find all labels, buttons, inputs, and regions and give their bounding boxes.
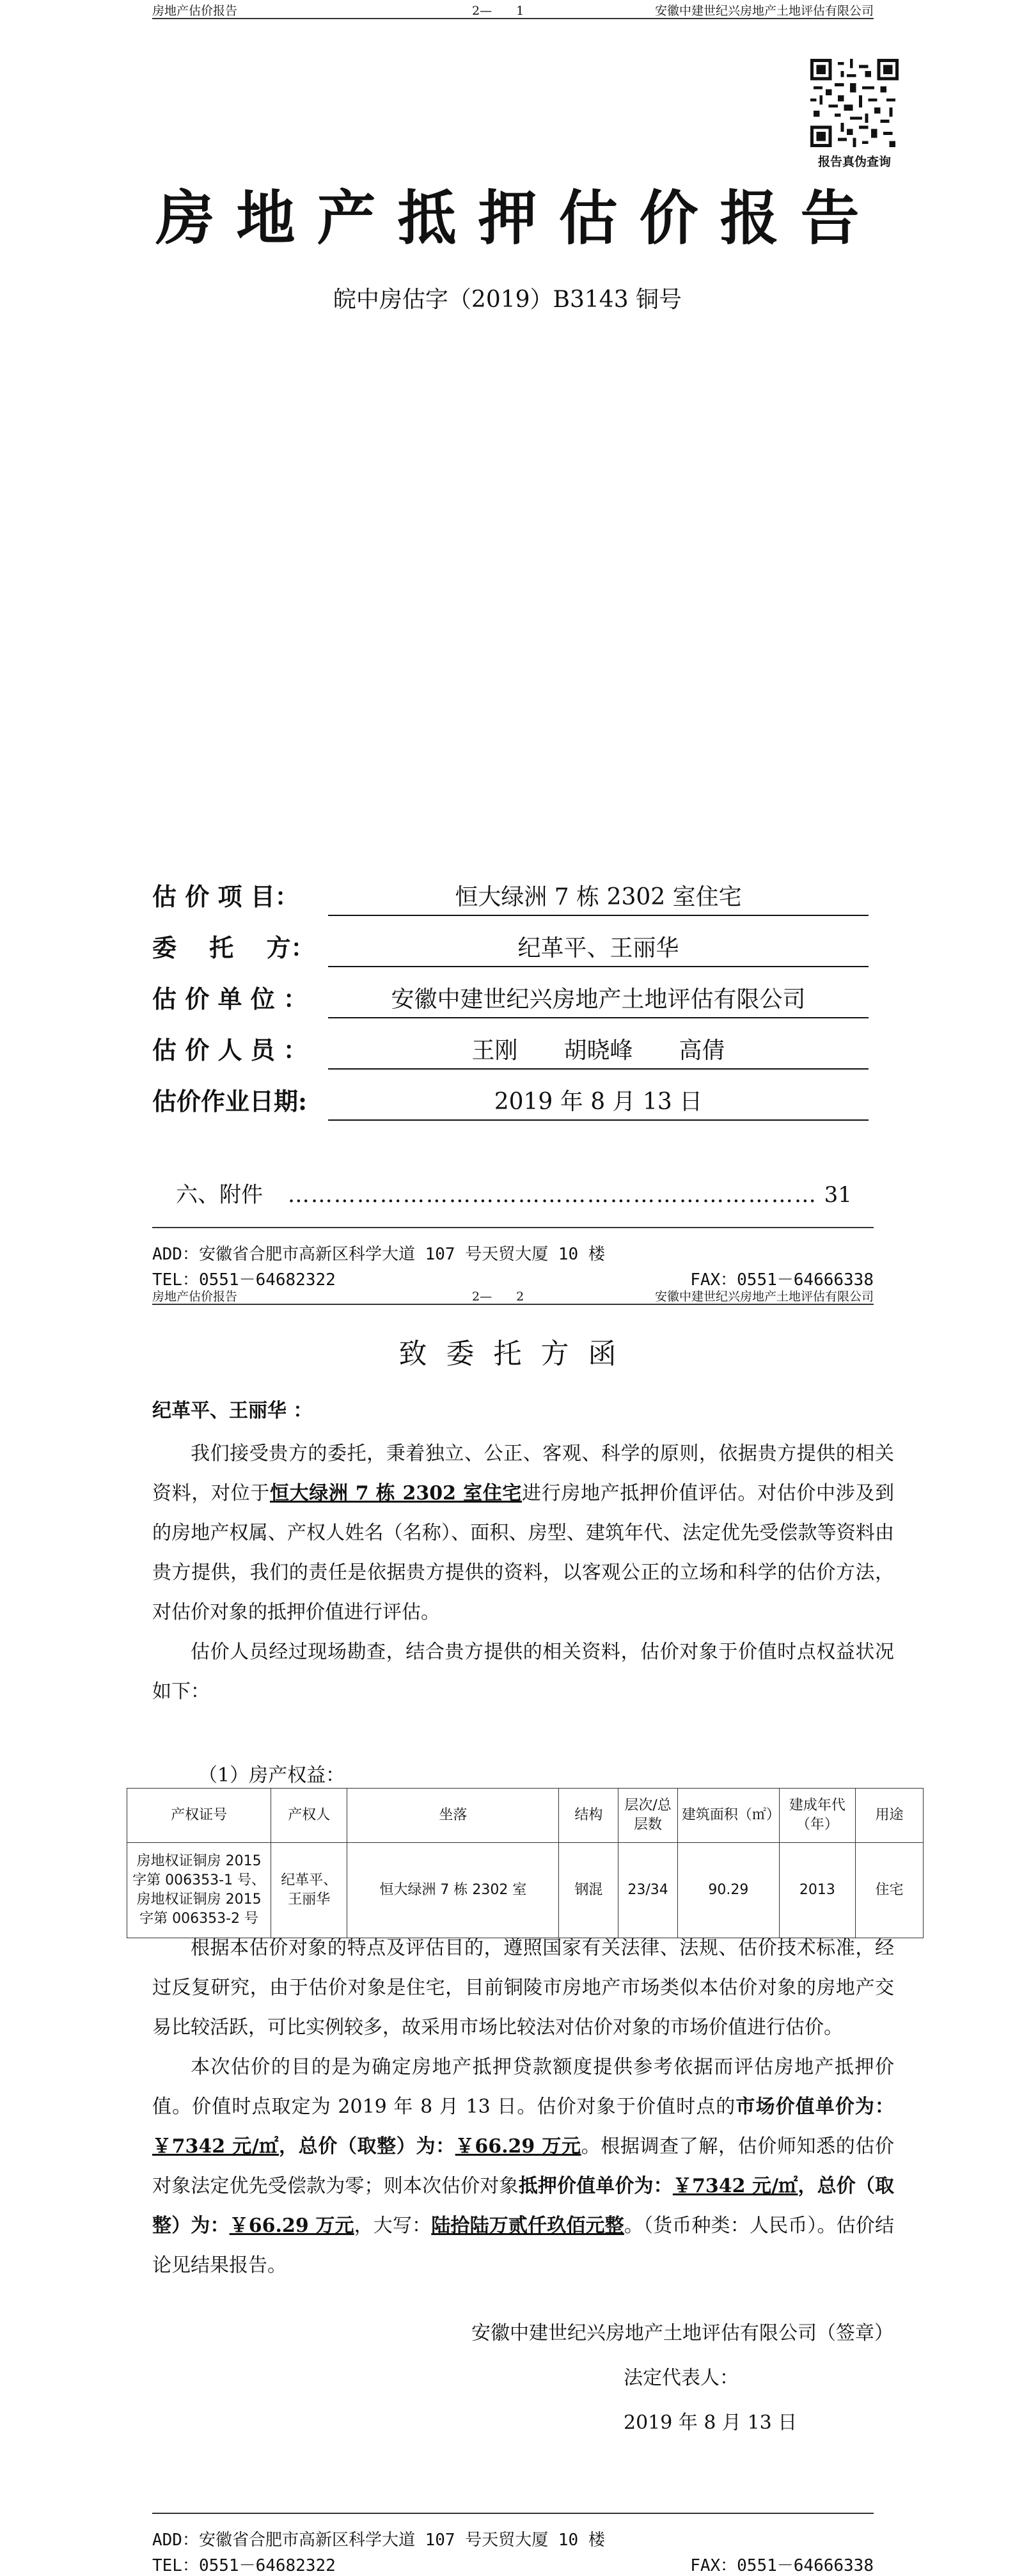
info-row-project xyxy=(152,878,869,916)
cell-owner: 纪革平、王丽华 xyxy=(271,1843,347,1938)
property-rights-subhead: （1）房产权益： xyxy=(198,1764,345,1787)
emphasis: ，总价（取整）为： xyxy=(279,2135,455,2158)
column-header: 层次/总层数 xyxy=(618,1789,678,1843)
emphasis: ，总价（取整）为： xyxy=(152,2175,895,2237)
text-run: 。根据调查了解，估价师知悉的估价对象法定优先受偿款为零；则本次估价对象 xyxy=(152,2135,895,2197)
signature-legal-rep: 法定代表人： xyxy=(624,2367,739,2389)
header-company: 安徽中建世纪兴房地产土地评估有限公司 xyxy=(654,1290,874,1304)
table-row xyxy=(127,1843,924,1938)
header-company: 安徽中建世纪兴房地产土地评估有限公司 xyxy=(654,4,874,18)
property-rights-table xyxy=(127,1788,924,1938)
paragraph xyxy=(152,2048,894,2286)
column-header: 建筑面积（㎡） xyxy=(677,1789,779,1843)
market-total-price: ￥66.29 万元 xyxy=(455,2135,581,2158)
emphasis: 市场价值单价为： xyxy=(736,2096,895,2118)
info-value: 恒大绿洲 7 栋 2302 室住宅 xyxy=(328,880,869,916)
info-row-client xyxy=(152,929,869,967)
info-label: 委 托 方： xyxy=(152,933,315,962)
footer-address: ADD：安徽省合肥市高新区科学大道 107 号天贸大厦 10 楼 xyxy=(152,2531,605,2550)
text-run: 本次估价的目的是为确定房地产抵押贷款额度提供参考依据而评估房地产抵押价值。价值时点取定为 2019 年 8 月 13 日。估价对象于价值时点的 xyxy=(152,2056,894,2118)
signature-company: 安徽中建世纪兴房地产土地评估有限公司（签章） xyxy=(471,2322,893,2344)
letter-body-intro xyxy=(152,1434,894,1712)
text-run: 。（货币种类：人民币）。估价结论见结果报告。 xyxy=(152,2215,895,2277)
cell-year-built: 2013 xyxy=(779,1843,855,1938)
info-value: 安徽中建世纪兴房地产土地评估有限公司 xyxy=(328,983,869,1018)
text-run: ，大写： xyxy=(354,2215,432,2237)
column-header: 产权人 xyxy=(271,1789,347,1843)
signature-date: 2019 年 8 月 13 日 xyxy=(624,2412,798,2434)
header-left: 房地产估价报告 xyxy=(152,1290,238,1304)
header-page-number: 2— 2 xyxy=(472,1290,524,1304)
footer-address: ADD：安徽省合肥市高新区科学大道 107 号天贸大厦 10 楼 xyxy=(152,1245,605,1264)
property-address-highlight: 恒大绿洲 7 栋 2302 室住宅 xyxy=(269,1482,523,1505)
cell-location: 恒大绿洲 7 栋 2302 室 xyxy=(347,1843,559,1938)
paragraph xyxy=(152,1434,894,1632)
toc-label: 六、附件 xyxy=(176,1182,263,1208)
cell-structure: 钢混 xyxy=(559,1843,618,1938)
emphasis: 抵押价值单价为： xyxy=(518,2175,673,2197)
page-footer xyxy=(152,1227,874,1290)
column-header: 用途 xyxy=(856,1789,924,1843)
info-value: 纪革平、王丽华 xyxy=(328,931,869,967)
info-row-appraiser-firm xyxy=(152,980,869,1018)
running-header xyxy=(152,1286,874,1305)
letter-title: 致委托方函 xyxy=(398,1338,636,1370)
info-label: 估价作业日期: xyxy=(152,1087,308,1116)
salutation: 纪革平、王丽华 ： xyxy=(152,1400,313,1422)
header-left: 房地产估价报告 xyxy=(152,4,238,18)
market-unit-price: ￥7342 元/㎡ xyxy=(152,2135,279,2158)
toc-dots: …………………………………………………………… xyxy=(287,1182,817,1208)
column-header: 结构 xyxy=(559,1789,618,1843)
report-title: 房地产抵押估价报告 xyxy=(155,184,881,253)
running-header xyxy=(152,0,874,19)
letter-page xyxy=(0,1286,1015,2575)
footer-tel: TEL：0551－64682322 xyxy=(152,1270,336,1290)
header-page-number: 2— 1 xyxy=(472,4,524,18)
mortgage-total-price: ￥66.29 万元 xyxy=(229,2215,354,2237)
mortgage-unit-price: ￥7342 元/㎡ xyxy=(672,2175,798,2197)
info-row-appraisers xyxy=(152,1031,869,1070)
toc-page: 31 xyxy=(824,1182,852,1208)
cell-certificate-no: 房地权证铜房 2015 字第 006353-1 号、房地权证铜房 2015 字第 006353-2 号 xyxy=(127,1843,271,1938)
table-header-row xyxy=(127,1789,924,1843)
info-label: 估 价 项 目： xyxy=(152,882,299,911)
page-footer xyxy=(152,2513,874,2575)
letter-body-conclusion xyxy=(152,1929,894,2286)
info-label: 估 价 单 位 ： xyxy=(152,984,308,1013)
info-label: 估 价 人 员 ： xyxy=(152,1036,308,1064)
text-run: 我们接受贵方的委托，秉着独立、公正、客观、科学的原则，依据贵方提供的相关资料，对位于 xyxy=(152,1442,894,1505)
paragraph: 根据本估价对象的特点及评估目的，遵照国家有关法律、法规、估价技术标准，经过反复研究，由于估价对象是住宅，目前铜陵市房地产市场类似本估价对象的房地产交易比较活跃，可比实例较多，故采用市场比较法对估价对象的市场价值进行估价。 xyxy=(152,1937,894,2039)
report-number: 皖中房估字（2019）B3143 铜号 xyxy=(333,287,682,313)
column-header: 产权证号 xyxy=(127,1789,271,1843)
amount-in-words: 陆拾陆万贰仟玖佰元整 xyxy=(431,2215,624,2237)
info-value: 王刚 胡晓峰 高倩 xyxy=(328,1034,869,1070)
cell-area: 90.29 xyxy=(677,1843,779,1938)
cell-floor: 23/34 xyxy=(618,1843,678,1938)
cell-use: 住宅 xyxy=(856,1843,924,1938)
footer-tel: TEL：0551－64682322 xyxy=(152,2556,336,2575)
info-row-date xyxy=(152,1082,869,1121)
text-run: 进行房地产抵押价值评估。对估价中涉及到的房地产权属、产权人姓名（名称）、面积、房型、建筑年代、法定优先受偿款等资料由贵方提供，我们的责任是依据贵方提供的资料，以客观公正的立场和科学的估价方法，对估价对象的抵押价值进行评估。 xyxy=(152,1482,895,1624)
column-header: 建成年代（年） xyxy=(779,1789,855,1843)
info-value: 2019 年 8 月 13 日 xyxy=(328,1085,869,1121)
footer-fax: FAX：0551－64666338 xyxy=(690,2556,874,2575)
toc-entry-attachments[interactable] xyxy=(176,1177,852,1208)
column-header: 坐落 xyxy=(347,1789,559,1843)
qr-code-icon xyxy=(810,59,899,147)
qr-verify-label: 报告真伪查询 xyxy=(817,155,891,169)
paragraph: 估价人员经过现场勘查，结合贵方提供的相关资料，估价对象于价值时点权益状况如下： xyxy=(152,1641,894,1703)
footer-fax: FAX：0551－64666338 xyxy=(690,1270,874,1290)
